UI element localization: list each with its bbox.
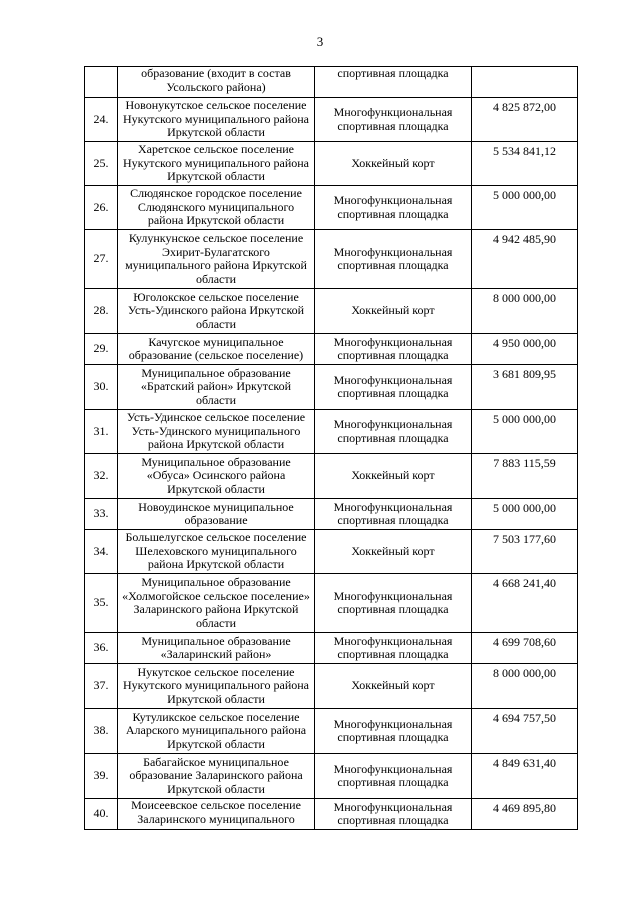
amount: 4 825 872,00 [472,98,578,142]
municipality-name: Новоудинское муниципальное образование [118,499,315,530]
table-row [85,334,578,365]
facility-type: Многофункциональная спортивная площадка [315,365,472,410]
municipality-name: Слюдянское городское поселение Слюдянского муниципального района Иркутской области [118,186,315,230]
municipality-name: Новонукутское сельское поселение Нукутского муниципального района Иркутской области [118,98,315,142]
amount: 7 883 115,59 [472,454,578,499]
amount: 7 503 177,60 [472,530,578,574]
table-row [85,186,578,230]
amount: 4 694 757,50 [472,709,578,754]
row-number: 29. [85,334,118,365]
page-number: 3 [316,34,324,49]
row-number [85,67,118,98]
facility-type: спортивная площадка [315,67,472,98]
facility-type: Хоккейный корт [315,454,472,499]
row-number: 31. [85,410,118,454]
table-row [85,230,578,289]
facility-type: Многофункциональная спортивная площадка [315,574,472,633]
municipality-name: Кулункунское сельское поселение Эхирит-Булагатского муниципального района Иркутской области [118,230,315,289]
facility-type: Многофункциональная спортивная площадка [315,499,472,530]
row-number: 27. [85,230,118,289]
municipality-name: Усть-Удинское сельское поселение Усть-Удинского муниципального района Иркутской области [118,410,315,454]
table-row [85,754,578,799]
table-row [85,709,578,754]
table-row [85,454,578,499]
facility-type: Многофункциональная спортивная площадка [315,230,472,289]
municipality-name: Муниципальное образование «Заларинский район» [118,633,315,664]
amount: 4 942 485,90 [472,230,578,289]
municipality-name: Большелугское сельское поселение Шелеховского муниципального района Иркутской области [118,530,315,574]
amount: 4 668 241,40 [472,574,578,633]
amount: 5 000 000,00 [472,410,578,454]
facility-type: Многофункциональная спортивная площадка [315,98,472,142]
table-row [85,98,578,142]
facility-type: Многофункциональная спортивная площадка [315,709,472,754]
row-number: 33. [85,499,118,530]
row-number: 40. [85,799,118,830]
row-number: 28. [85,289,118,334]
facility-type: Хоккейный корт [315,142,472,186]
row-number: 25. [85,142,118,186]
amount: 4 699 708,60 [472,633,578,664]
facility-type: Хоккейный корт [315,664,472,709]
table-row [85,289,578,334]
funding-table [84,66,578,830]
municipality-name: Юголокское сельское поселение Усть-Удинского района Иркутской области [118,289,315,334]
municipality-name: Кутуликское сельское поселение Аларского муниципального района Иркутской области [118,709,315,754]
table-row [85,633,578,664]
table-row [85,142,578,186]
row-number: 24. [85,98,118,142]
facility-type: Многофункциональная спортивная площадка [315,633,472,664]
row-number: 36. [85,633,118,664]
amount: 5 000 000,00 [472,186,578,230]
table-row [85,67,578,98]
municipality-name: Качугское муниципальное образование (сельское поселение) [118,334,315,365]
amount: 8 000 000,00 [472,289,578,334]
table-row [85,365,578,410]
row-number: 39. [85,754,118,799]
amount: 4 950 000,00 [472,334,578,365]
municipality-name: Бабагайское муниципальное образование Заларинского района Иркутской области [118,754,315,799]
amount: 4 469 895,80 [472,799,578,830]
table-row [85,499,578,530]
amount [472,67,578,98]
municipality-name: Харетское сельское поселение Нукутского муниципального района Иркутской области [118,142,315,186]
row-number: 30. [85,365,118,410]
municipality-name: образование (входит в состав Усольского района) [118,67,315,98]
table-row [85,410,578,454]
municipality-name: Моисеевское сельское поселение Заларинского муниципального [118,799,315,830]
facility-type: Хоккейный корт [315,289,472,334]
table-row [85,574,578,633]
facility-type: Хоккейный корт [315,530,472,574]
amount: 5 000 000,00 [472,499,578,530]
table-row [85,530,578,574]
facility-type: Многофункциональная спортивная площадка [315,754,472,799]
amount: 4 849 631,40 [472,754,578,799]
row-number: 34. [85,530,118,574]
municipality-name: Муниципальное образование «Братский район» Иркутской области [118,365,315,410]
municipality-name: Муниципальное образование «Холмогойское сельское поселение» Заларинского района Иркутской области [118,574,315,633]
facility-type: Многофункциональная спортивная площадка [315,799,472,830]
amount: 8 000 000,00 [472,664,578,709]
table-row [85,799,578,830]
amount: 3 681 809,95 [472,365,578,410]
row-number: 32. [85,454,118,499]
amount: 5 534 841,12 [472,142,578,186]
row-number: 26. [85,186,118,230]
row-number: 37. [85,664,118,709]
table-row [85,664,578,709]
facility-type: Многофункциональная спортивная площадка [315,410,472,454]
facility-type: Многофункциональная спортивная площадка [315,334,472,365]
row-number: 38. [85,709,118,754]
municipality-name: Нукутское сельское поселение Нукутского муниципального района Иркутской области [118,664,315,709]
municipality-name: Муниципальное образование «Обуса» Осинского района Иркутской области [118,454,315,499]
facility-type: Многофункциональная спортивная площадка [315,186,472,230]
row-number: 35. [85,574,118,633]
